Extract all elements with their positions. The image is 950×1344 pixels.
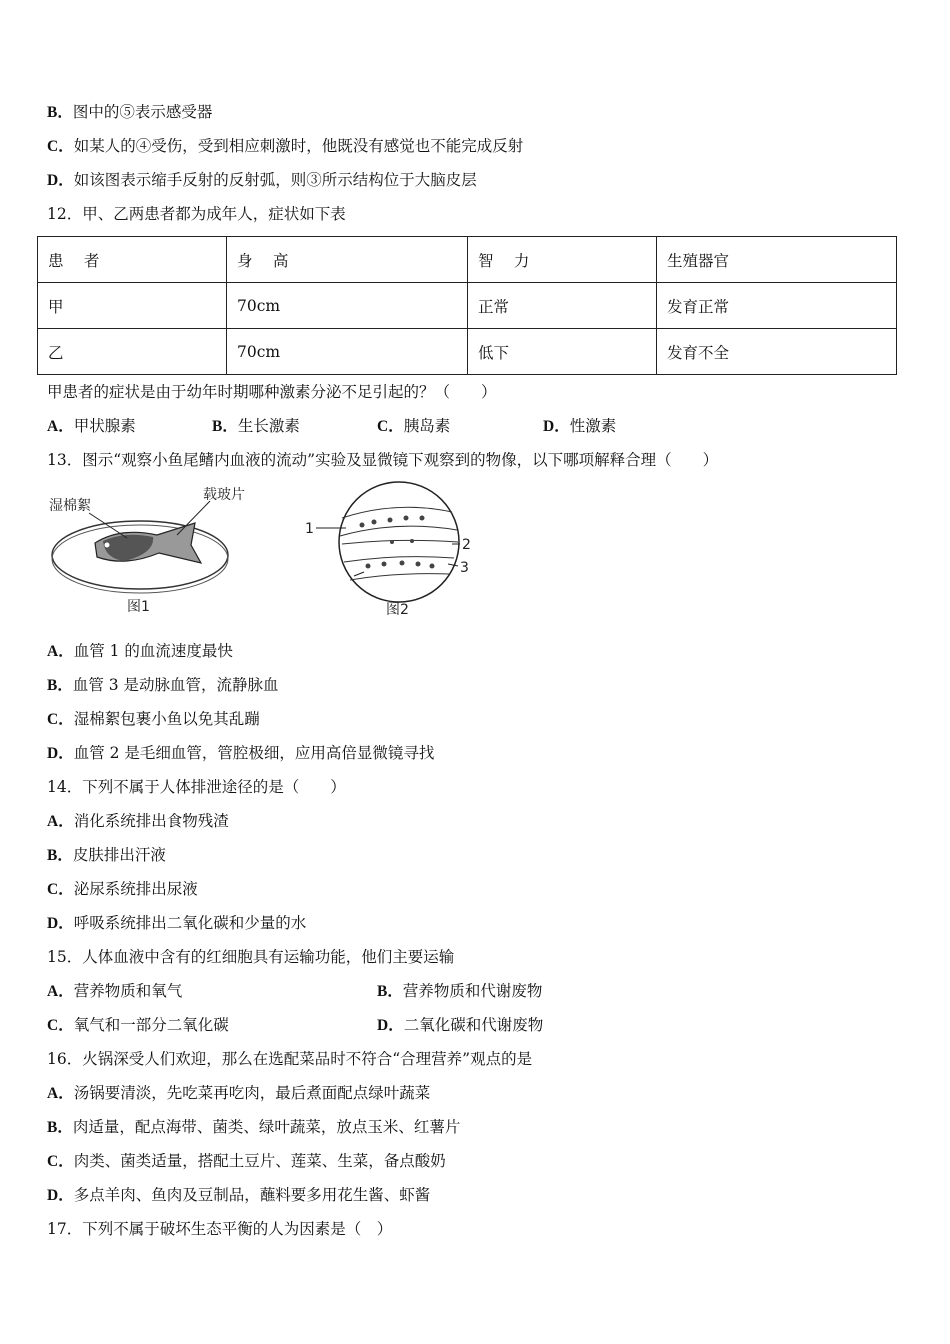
q12-question: 甲患者的症状是由于幼年时期哪种激素分泌不足引起的？（ ）: [47, 383, 497, 401]
table-header-row: [38, 237, 897, 283]
table-cell: 乙: [38, 329, 227, 375]
option-text: 二氧化碳和代谢废物: [403, 1016, 544, 1034]
option-text: 营养物质和氧气: [73, 982, 183, 1000]
option-text: 图中的⑤表示感受器: [72, 103, 213, 121]
q15-stem: 15．人体血液中含有的红细胞具有运输功能，他们主要运输: [47, 948, 455, 966]
fig2-caption: 图2: [386, 602, 409, 618]
label-cotton: 湿棉絮: [49, 498, 91, 514]
table-header-cell: 生殖器官: [657, 237, 897, 283]
q14-option-b: [47, 845, 166, 866]
q12-option-c: [377, 416, 450, 437]
table-row: [38, 329, 897, 375]
option-letter: B．: [377, 983, 403, 1000]
option-text: 肉类、菌类适量，搭配土豆片、莲菜、生菜，备点酸奶: [73, 1152, 446, 1170]
q14-option-d: [47, 913, 306, 934]
q16-option-d: [47, 1185, 430, 1206]
option-letter: D．: [377, 1017, 404, 1034]
q16-option-a: [47, 1083, 430, 1104]
label-2: 2: [462, 537, 471, 553]
q13-stem: 13．图示“观察小鱼尾鳍内血液的流动”实验及显微镜下观察到的物像，以下哪项解释合理（ ）: [47, 451, 719, 469]
label-3: 3: [460, 560, 469, 576]
q13-option-d: [47, 743, 434, 764]
option-text: 血管 1 的血流速度最快: [73, 642, 233, 660]
table-cell: 发育正常: [657, 283, 897, 329]
table-cell: 70cm: [227, 329, 468, 375]
option-text: 血管 3 是动脉血管，流静脉血: [72, 676, 279, 694]
option-text: 皮肤排出汗液: [72, 846, 166, 864]
fish-figure: [45, 483, 245, 618]
option-letter: B．: [47, 1119, 73, 1136]
option-letter: C．: [47, 881, 74, 898]
q14-option-a: [47, 811, 229, 832]
q15-option-c: [47, 1015, 229, 1036]
option-letter: B．: [47, 847, 73, 864]
q11-option-b: [47, 102, 212, 123]
q11-option-d: [47, 170, 477, 191]
option-letter: C．: [47, 1017, 74, 1034]
q12-stem: 12．甲、乙两患者都为成年人，症状如下表: [47, 205, 346, 223]
option-text: 泌尿系统排出尿液: [73, 880, 198, 898]
option-text: 氧气和一部分二氧化碳: [73, 1016, 229, 1034]
option-letter: A．: [47, 983, 74, 1000]
q13-option-b: [47, 675, 279, 696]
table-cell: 发育不全: [657, 329, 897, 375]
option-text: 胰岛素: [403, 417, 451, 435]
option-letter: B．: [212, 418, 238, 435]
table-cell: 低下: [468, 329, 657, 375]
option-text: 呼吸系统排出二氧化碳和少量的水: [73, 914, 307, 932]
q11-option-c: [47, 136, 523, 157]
option-letter: D．: [47, 172, 74, 189]
table-header-cell: 患 者: [38, 237, 227, 283]
label-1: 1: [305, 521, 314, 537]
q14-option-c: [47, 879, 198, 900]
option-letter: A．: [47, 418, 74, 435]
option-text: 如该图表示缩手反射的反射弧，则③所示结构位于大脑皮层: [73, 171, 477, 189]
q12-option-d: [543, 416, 616, 437]
option-text: 血管 2 是毛细血管，管腔极细，应用高倍显微镜寻找: [73, 744, 435, 762]
option-letter: A．: [47, 1085, 74, 1102]
view-circle: [339, 482, 459, 602]
option-letter: A．: [47, 643, 74, 660]
q16-option-c: [47, 1151, 446, 1172]
q16-option-b: [47, 1117, 460, 1138]
table-cell: 甲: [38, 283, 227, 329]
option-text: 甲状腺素: [73, 417, 136, 435]
table-cell: 正常: [468, 283, 657, 329]
fish-eye: [105, 543, 110, 548]
q16-stem: 16．火锅深受人们欢迎，那么在选配菜品时不符合“合理营养”观点的是: [47, 1050, 533, 1068]
q14-stem: 14．下列不属于人体排泄途径的是（ ）: [47, 778, 346, 796]
fig1-caption: 图1: [127, 599, 150, 615]
option-letter: D．: [47, 1187, 74, 1204]
q15-option-b: [377, 981, 542, 1002]
q13-option-a: [47, 641, 233, 662]
q12-option-a: [47, 416, 136, 437]
option-text: 生长激素: [237, 417, 300, 435]
option-text: 肉适量，配点海带、菌类、绿叶蔬菜，放点玉米、红薯片: [72, 1118, 461, 1136]
option-letter: C．: [47, 138, 74, 155]
option-text: 汤锅要清淡，先吃菜再吃肉，最后煮面配点绿叶蔬菜: [73, 1084, 431, 1102]
option-text: 如某人的④受伤，受到相应刺激时，他既没有感觉也不能完成反射: [73, 137, 524, 155]
q15-option-d: [377, 1015, 543, 1036]
option-letter: D．: [47, 915, 74, 932]
table-header-cell: 智 力: [468, 237, 657, 283]
option-text: 多点羊肉、鱼肉及豆制品，蘸料要多用花生酱、虾酱: [73, 1186, 431, 1204]
table-cell: 70cm: [227, 283, 468, 329]
option-text: 营养物质和代谢废物: [402, 982, 543, 1000]
option-letter: D．: [543, 418, 570, 435]
option-letter: D．: [47, 745, 74, 762]
microscope-figure: [302, 480, 482, 620]
option-letter: C．: [47, 711, 74, 728]
option-letter: B．: [47, 677, 73, 694]
option-letter: A．: [47, 813, 74, 830]
option-letter: C．: [47, 1153, 74, 1170]
q12-option-b: [212, 416, 300, 437]
option-text: 湿棉絮包裹小鱼以免其乱蹦: [73, 710, 260, 728]
q12-table: [37, 236, 897, 375]
option-letter: C．: [377, 418, 404, 435]
option-text: 性激素: [569, 417, 617, 435]
q17-stem: 17．下列不属于破坏生态平衡的人为因素是（ ）: [47, 1220, 393, 1238]
q15-option-a: [47, 981, 182, 1002]
label-slide: 载玻片: [203, 487, 245, 503]
table-header-cell: 身 高: [227, 237, 468, 283]
option-letter: B．: [47, 104, 73, 121]
option-text: 消化系统排出食物残渣: [73, 812, 229, 830]
q13-option-c: [47, 709, 260, 730]
table-row: [38, 283, 897, 329]
